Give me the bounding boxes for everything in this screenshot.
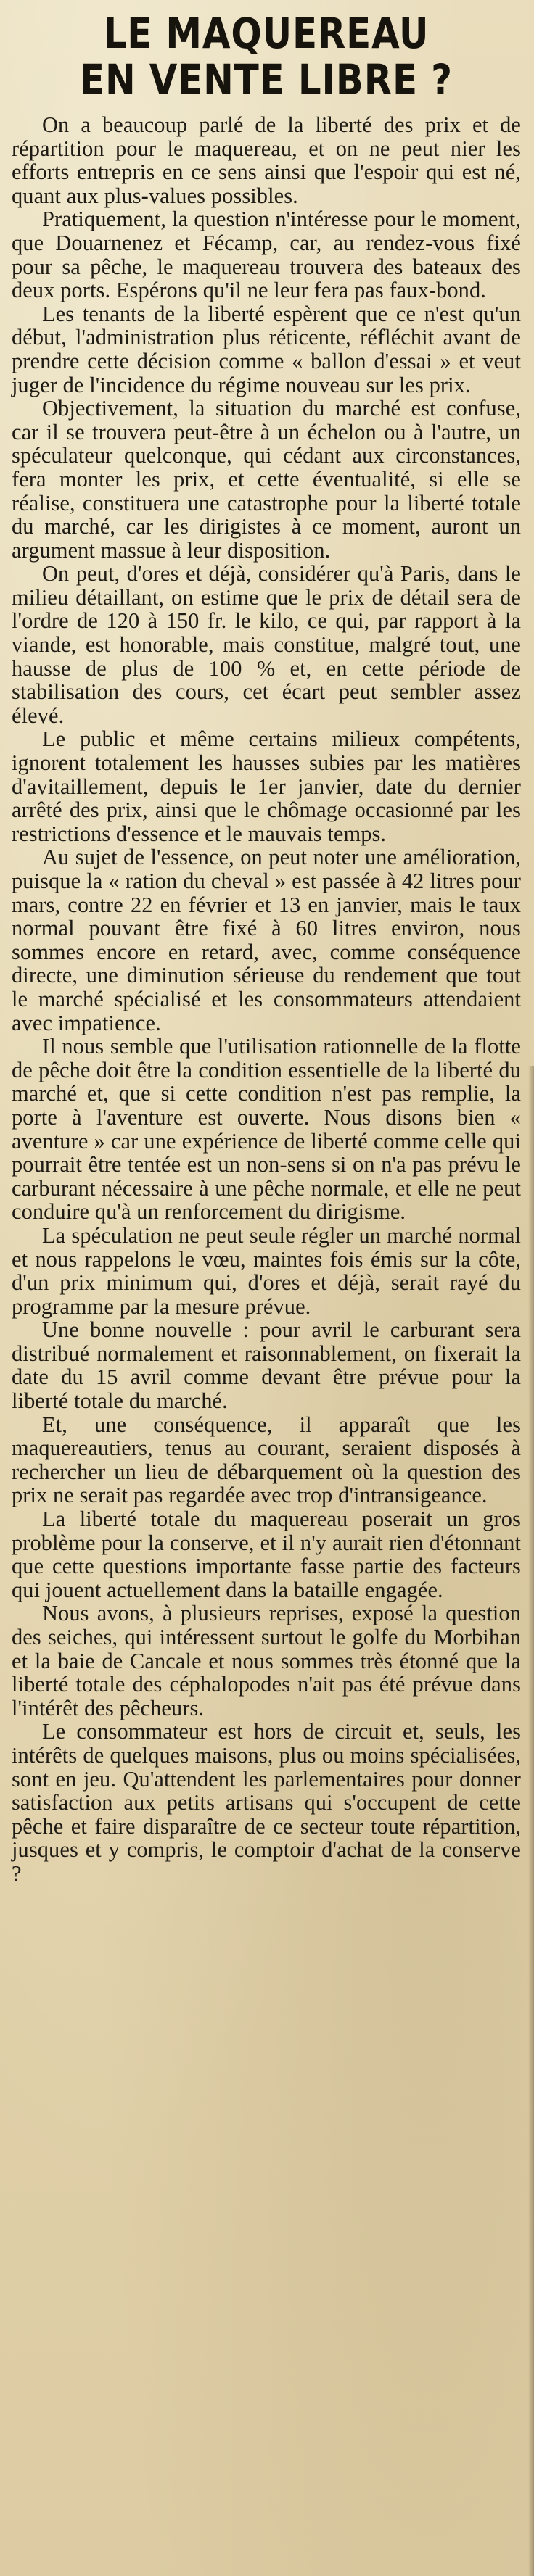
paragraph-7: Au sujet de l'essence, on peut noter une amélioration, puisque la « ration du cheval » est passée à 42 litres pour mars, contre 22 en février et 13 en janvier, mais le taux normal pouvant être fixé à 60 litres environ, nous sommes encore en retard, avec, comme conséquence directe, une diminution sérieuse du rendement que tout le marché spécialisé et les consommateurs attendaient avec impatience. — [12, 845, 521, 1035]
paragraph-3: Les tenants de la liberté espèrent que ce n'est qu'un début, l'administration plus réticente, réfléchit avant de prendre cette décision comme « ballon d'essai » et veut juger de l'incidence du régime nouveau sur les prix. — [12, 301, 521, 397]
paragraph-10: Une bonne nouvelle : pour avril le carburant sera distribué normalement et raisonnablement, on fixerait la date du 15 avril comme devant être prévue pour la liberté totale du marché. — [12, 1317, 521, 1414]
article-headline — [47, 10, 485, 103]
paragraph-5: On peut, d'ores et déjà, considérer qu'à Paris, dans le milieu détaillant, on estime que le prix de détail sera de l'ordre de 120 à 150 fr. le kilo, ce qui, par rapport à la viande, est honorable, mais constitue, malgré tout, une hausse de plus de 100 % et, en cette période de stabilisation des cours, cet écart peut sembler assez élevé. — [12, 561, 521, 728]
paragraph-13: Nous avons, à plusieurs reprises, exposé la question des seiches, qui intéressent surtout le golfe du Morbihan et la baie de Cancale et nous sommes très étonné que la liberté totale des céphalopodes n'ait pas été prévue dans l'intérêt des pêcheurs. — [12, 1601, 521, 1720]
paragraph-6: Le public et même certains milieux compétents, ignorent totalement les hausses subies par les matières d'avitaillement, depuis le 1er janvier, date du dernier arrêté des prix, ainsi que le chômage occasionné par les restrictions d'essence et le mauvais temps. — [12, 726, 521, 846]
paragraph-9: La spéculation ne peut seule régler un marché normal et nous rappelons le vœu, maintes fois émis sur la côte, d'un prix minimum qui, d'ores et déjà, serait rayé du programme par la mesure prévue. — [12, 1222, 521, 1319]
paper-fold-shadow — [528, 1066, 534, 2576]
headline-line-1: LE MAQUEREAU — [103, 9, 430, 58]
paragraph-1: On a beaucoup parlé de la liberté des prix et de répartition pour le maquereau, et on ne peut nier les efforts entrepris en ce sens ainsi que l'espoir qui est né, quant aux plus-values possibles. — [12, 112, 521, 208]
paragraph-14: Le consommateur est hors de circuit et, seuls, les intérêts de quelques maisons, plus ou moins spécialisées, sont en jeu. Qu'attendent les parlementaires pour donner satisfaction aux petits artisans qui s'occupent de cette pêche et faire disparaître de ce secteur toute répartition, jusques et y compris, le comptoir d'achat de la conserve ? — [12, 1719, 521, 1886]
paragraph-12: La liberté totale du maquereau poserait un gros problème pour la conserve, et il n'y aurait rien d'étonnant que cette questions importante fasse partie des facteurs qui jouent actuellement dans la bataille engagée. — [12, 1507, 521, 1602]
paragraph-11: Et, une conséquence, il apparaît que les maquereautiers, tenus au courant, seraient disposés à rechercher un lieu de débarquement où la question des prix ne serait pas regardée avec trop d'intransigeance. — [12, 1412, 521, 1508]
headline-line-2: EN VENTE LIBRE ? — [80, 55, 453, 104]
paragraph-8: Il nous semble que l'utilisation rationnelle de la flotte de pêche doit être la condition essentielle de la liberté du marché et, que si cette condition n'est pas remplie, la porte à l'aventure est ouverte. Nous disons bien « aventure » car une expérience de liberté comme celle qui pourrait être tentée est un non-sens si on n'a pas prévu le carburant nécessaire à une pêche normale, et elle ne peut conduire qu'à un renforcement du dirigisme. — [12, 1034, 521, 1225]
paragraph-4: Objectivement, la situation du marché est confuse, car il se trouvera peut-être à un échelon ou à l'autre, un spéculateur quelconque, qui cédant aux circonstances, fera monter les prix, et cette éventualité, si elle se réalise, constituera une catastrophe pour la liberté totale du marché, car les dirigistes à ce moment, auront un argument massue à leur disposition. — [12, 396, 521, 563]
paragraph-2: Pratiquement, la question n'intéresse pour le moment, que Douarnenez et Fécamp, car, au rendez-vous fixé pour sa pêche, le maquereau trouvera des bateaux des deux ports. Espérons qu'il ne leur fera pas faux-bond. — [12, 207, 521, 303]
article-body — [12, 113, 521, 1886]
